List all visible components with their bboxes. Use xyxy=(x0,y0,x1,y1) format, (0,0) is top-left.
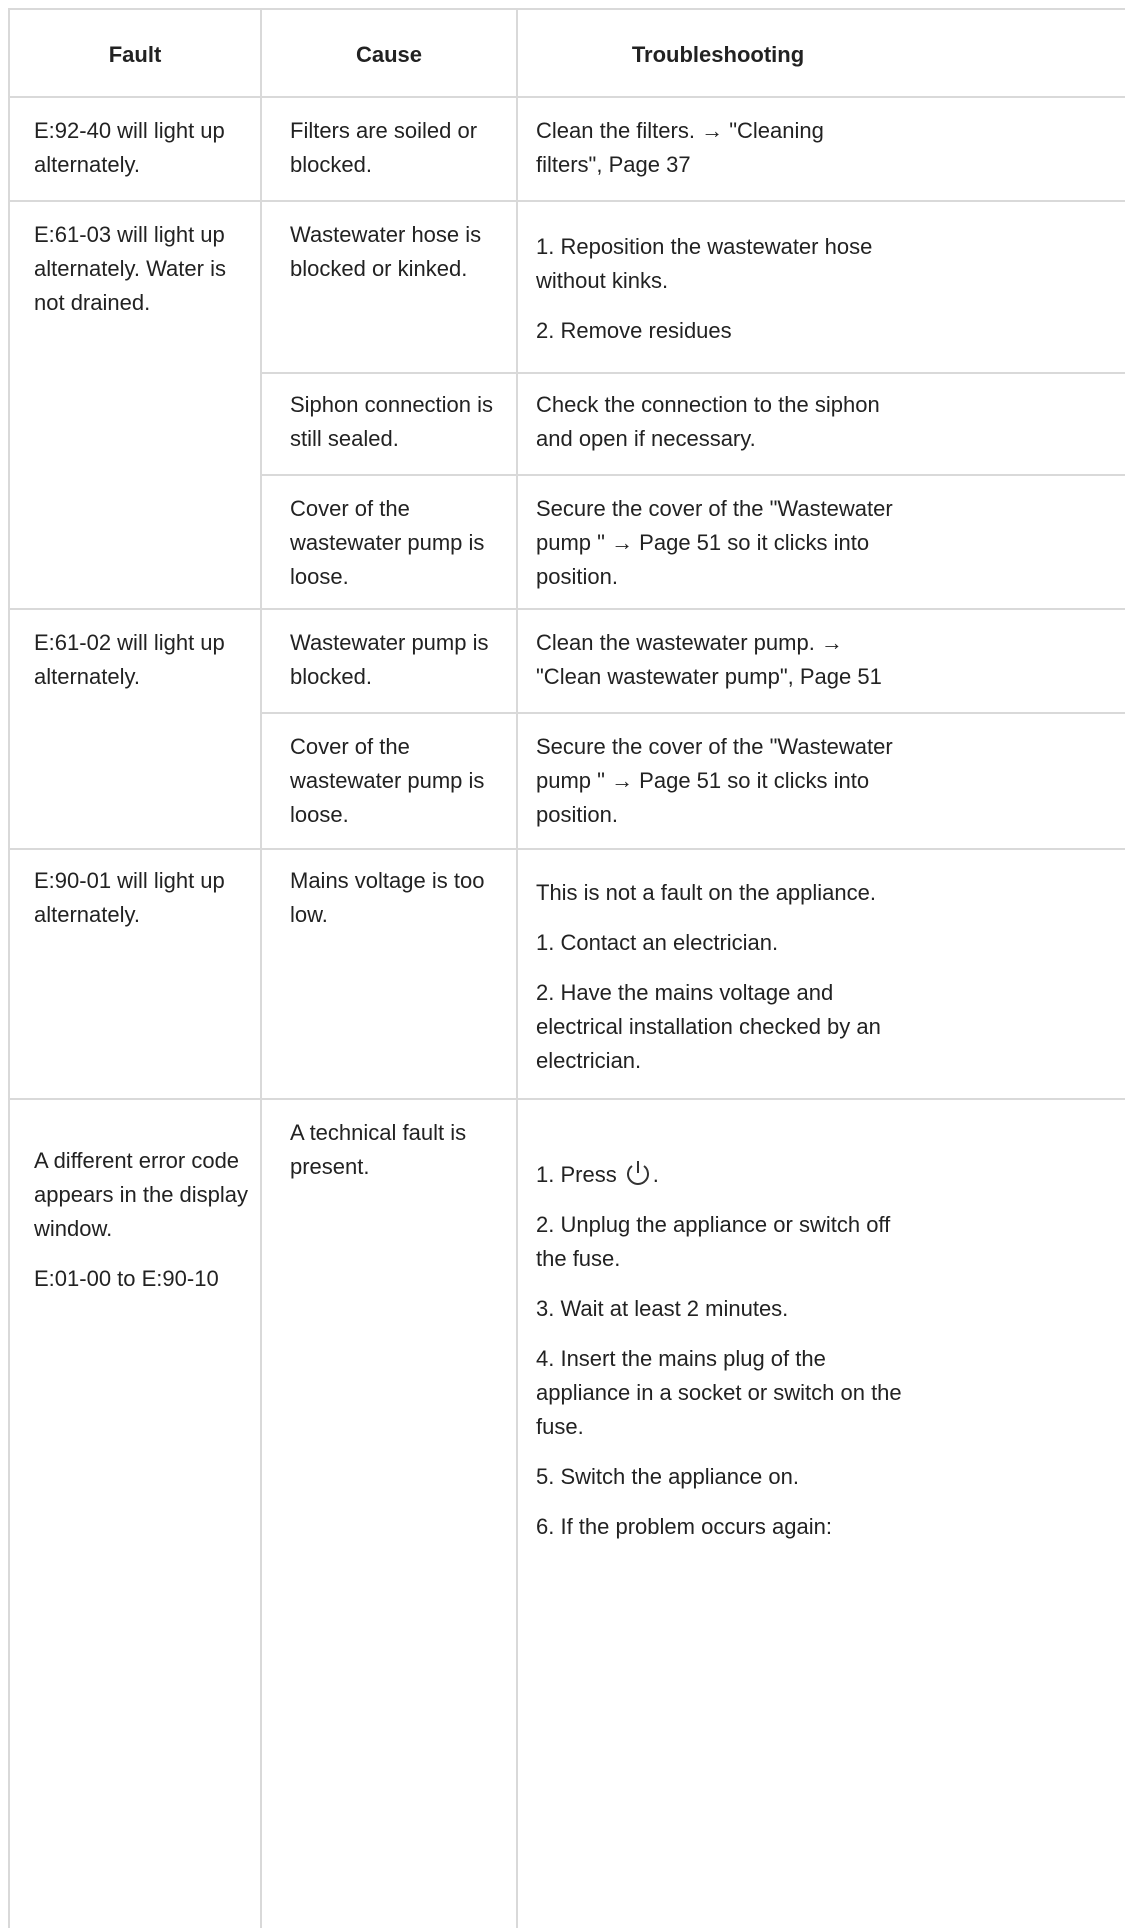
fault-cell xyxy=(34,218,244,320)
cause-text: Siphon connection is still sealed. xyxy=(290,392,494,451)
fix-cell xyxy=(536,388,896,456)
header-cause: Cause xyxy=(355,42,423,67)
fix-text: Clean the filters. → "Cleaning filters", Page 37 xyxy=(536,118,824,177)
fix-cell xyxy=(536,1158,906,1544)
fault-cell xyxy=(34,864,244,932)
fix-cell xyxy=(536,876,906,1078)
fault-text: A different error code appears in the display window. xyxy=(34,1148,249,1241)
fix-text: 1. Press xyxy=(536,1162,617,1187)
fix-text: 2. Remove residues xyxy=(536,318,732,343)
header-troubleshooting: Troubleshooting xyxy=(631,42,805,67)
cause-text: Wastewater pump is blocked. xyxy=(290,630,489,689)
row-divider xyxy=(8,1098,1125,1100)
cause-cell xyxy=(290,388,500,456)
cause-text: Cover of the wastewater pump is loose. xyxy=(290,496,485,589)
cause-text: Wastewater hose is blocked or kinked. xyxy=(290,222,482,281)
cause-text: Mains voltage is too low. xyxy=(290,868,485,927)
fix-cell xyxy=(536,492,896,594)
table-top-border xyxy=(8,8,1125,10)
fix-text: 5. Switch the appliance on. xyxy=(536,1464,799,1489)
cause-cell xyxy=(290,114,500,182)
cause-cell xyxy=(290,218,500,286)
fix-cell xyxy=(536,114,896,182)
column-divider-1 xyxy=(260,8,262,1928)
power-icon xyxy=(623,1158,653,1188)
fix-step-press xyxy=(536,1158,906,1192)
cause-cell xyxy=(290,864,500,932)
cause-text: A technical fault is present. xyxy=(290,1120,467,1179)
fix-text: Clean the wastewater pump. → "Clean wastewater pump", Page 51 xyxy=(536,630,882,689)
fix-text: 2. Have the mains voltage and electrical installation checked by an electrician. xyxy=(536,980,881,1073)
sub-row-divider xyxy=(262,712,1125,714)
header-fault: Fault xyxy=(108,42,162,67)
header-divider xyxy=(8,96,1125,98)
cause-cell xyxy=(290,1116,500,1184)
row-divider xyxy=(8,608,1125,610)
step-suffix: . xyxy=(652,1162,659,1187)
fault-cell xyxy=(34,626,244,694)
fault-text: E:61-03 will light up alternately. Water is not drained. xyxy=(34,222,226,315)
table-left-border xyxy=(8,8,10,1928)
fault-text: E:90-01 will light up alternately. xyxy=(34,868,225,927)
cause-cell xyxy=(290,492,500,594)
fault-text: E:61-02 will light up alternately. xyxy=(34,630,225,689)
fault-text: E:92-40 will light up alternately. xyxy=(34,118,225,177)
cause-text: Cover of the wastewater pump is loose. xyxy=(290,734,485,827)
fix-cell xyxy=(536,230,896,348)
fix-text: Check the connection to the siphon and open if necessary. xyxy=(536,392,880,451)
fix-text: 6. If the problem occurs again: xyxy=(536,1514,832,1539)
fix-cell xyxy=(536,730,896,832)
row-divider xyxy=(8,848,1125,850)
fix-text: Secure the cover of the "Wastewater pump " → Page 51 so it clicks into position. xyxy=(536,734,893,827)
cause-cell xyxy=(290,730,500,832)
fix-text: 4. Insert the mains plug of the appliance in a socket or switch on the fuse. xyxy=(536,1346,902,1439)
fix-cell xyxy=(536,626,896,694)
cause-text: Filters are soiled or blocked. xyxy=(290,118,478,177)
fix-text: 1. Contact an electrician. xyxy=(536,930,779,955)
fix-text: 2. Unplug the appliance or switch off the fuse. xyxy=(536,1212,891,1271)
fix-text: 3. Wait at least 2 minutes. xyxy=(536,1296,789,1321)
sub-row-divider xyxy=(262,372,1125,374)
cause-cell xyxy=(290,626,500,694)
row-divider xyxy=(8,200,1125,202)
fix-text: 1. Reposition the wastewater hose without kinks. xyxy=(536,234,873,293)
fault-cell xyxy=(34,1144,254,1296)
column-divider-2 xyxy=(516,8,518,1928)
fault-text: E:01-00 to E:90-10 xyxy=(34,1266,219,1291)
sub-row-divider xyxy=(262,474,1125,476)
fault-cell xyxy=(34,114,244,182)
fix-text: Secure the cover of the "Wastewater pump " → Page 51 so it clicks into position. xyxy=(536,496,893,589)
fix-text: This is not a fault on the appliance. xyxy=(536,880,876,905)
